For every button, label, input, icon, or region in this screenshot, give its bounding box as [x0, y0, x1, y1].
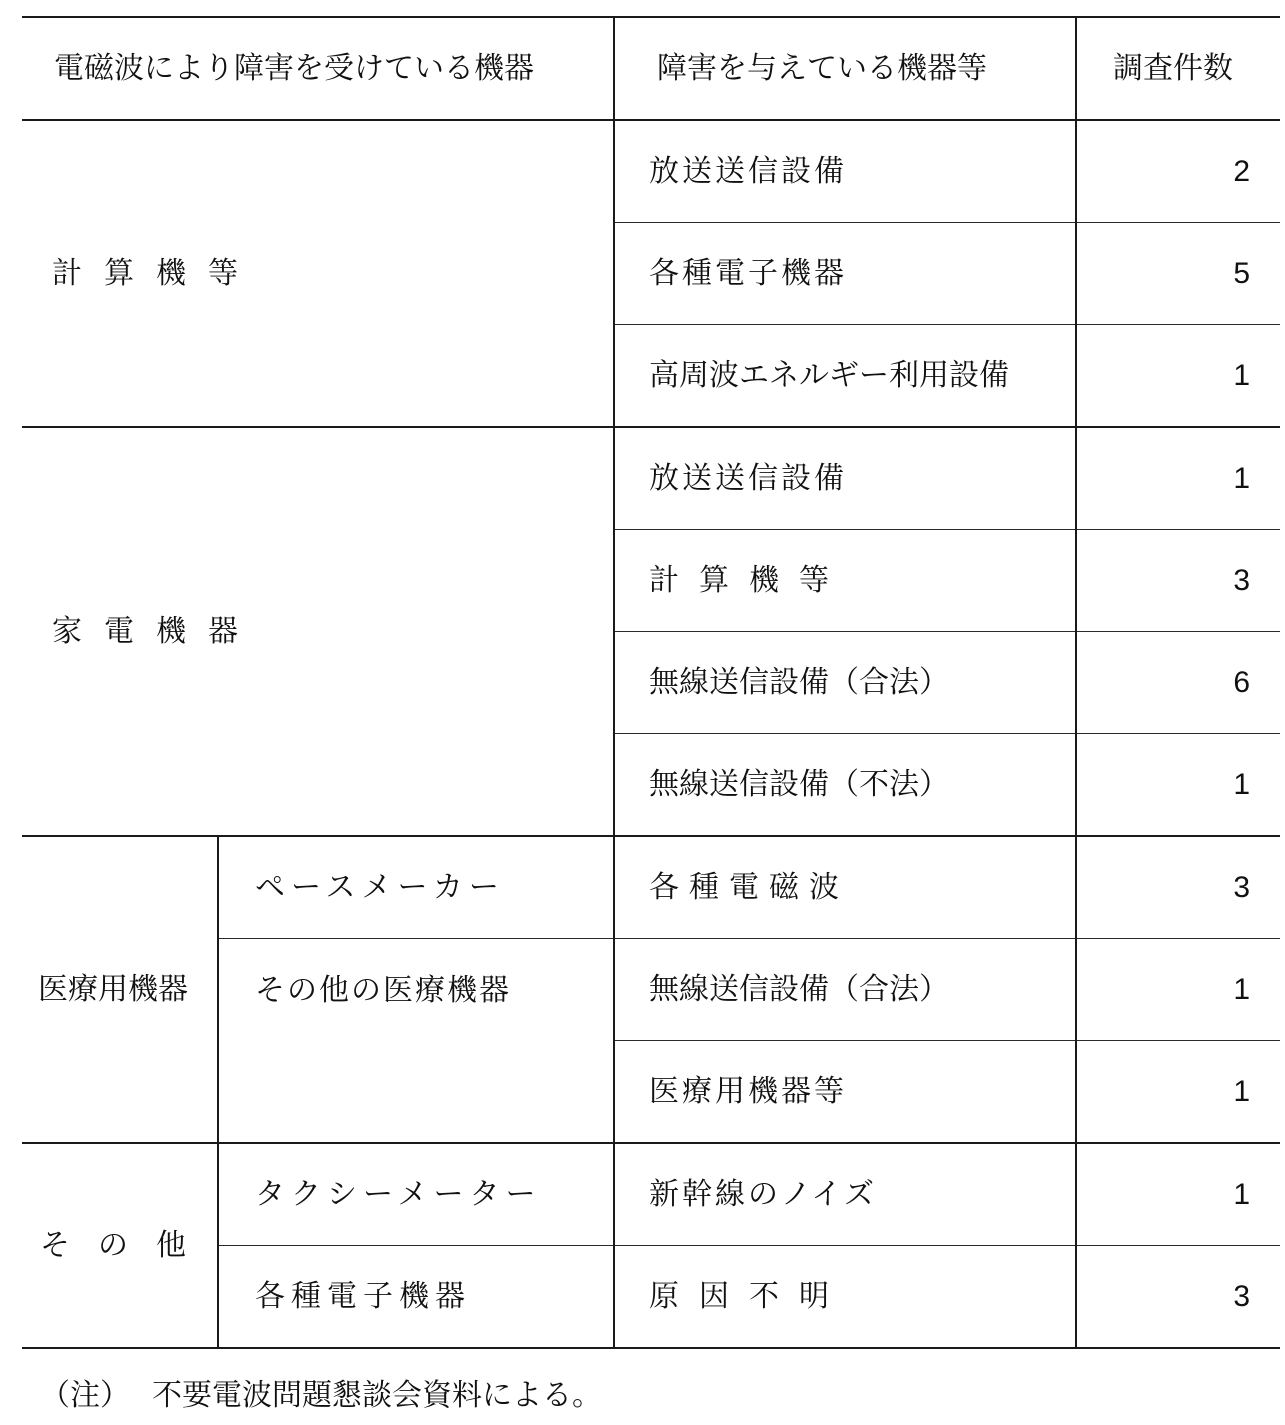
source-cell: 医療用機器等 [614, 1041, 1076, 1144]
source-cell: 各種電子機器 [614, 223, 1076, 325]
source-cell: 原因不明 [614, 1246, 1076, 1349]
count-cell: 1 [1076, 939, 1280, 1041]
footnote-mark: （注） [40, 1378, 130, 1413]
count-cell: 1 [1076, 427, 1280, 530]
header-survey-count: 調査件数 [1076, 17, 1280, 120]
count-cell: 5 [1076, 223, 1280, 325]
subcategory-other-medical: その他の医療機器 [218, 939, 614, 1144]
table-row [22, 836, 1280, 939]
table-row [22, 427, 1280, 530]
source-cell: 放送送信設備 [614, 427, 1076, 530]
table-header-row [22, 17, 1280, 120]
source-cell: 新幹線のノイズ [614, 1143, 1076, 1246]
count-cell: 1 [1076, 325, 1280, 428]
footnote-text: 不要電波問題懇談会資料による。 [152, 1378, 602, 1413]
subcategory-electronic-devices: 各種電子機器 [218, 1246, 614, 1349]
source-cell: 放送送信設備 [614, 120, 1076, 223]
interference-survey-table [22, 16, 1280, 1349]
header-interference-sources: 障害を与えている機器等 [614, 17, 1076, 120]
table-row [22, 120, 1280, 223]
count-cell: 3 [1076, 836, 1280, 939]
subcategory-pacemaker: ペースメーカー [218, 836, 614, 939]
table-footnote [40, 1378, 602, 1413]
count-cell: 1 [1076, 1143, 1280, 1246]
header-affected-devices: 電磁波により障害を受けている機器 [22, 17, 614, 120]
table-row [22, 1143, 1280, 1246]
count-cell: 2 [1076, 120, 1280, 223]
source-cell: 高周波エネルギー利用設備 [614, 325, 1076, 428]
count-cell: 1 [1076, 1041, 1280, 1144]
category-medical-devices: 医療用機器 [22, 836, 218, 1143]
category-computers: 計算機等 [22, 120, 614, 427]
category-home-appliances: 家電機器 [22, 427, 614, 836]
source-cell: 無線送信設備（合法） [614, 939, 1076, 1041]
category-other: その他 [22, 1143, 218, 1348]
count-cell: 3 [1076, 530, 1280, 632]
count-cell: 3 [1076, 1246, 1280, 1349]
count-cell: 1 [1076, 734, 1280, 837]
source-cell: 無線送信設備（合法） [614, 632, 1076, 734]
count-cell: 6 [1076, 632, 1280, 734]
source-cell: 計算機等 [614, 530, 1076, 632]
survey-sheet [22, 16, 1280, 1349]
source-cell: 各種電磁波 [614, 836, 1076, 939]
source-cell: 無線送信設備（不法） [614, 734, 1076, 837]
subcategory-taxi-meter: タクシーメーター [218, 1143, 614, 1246]
